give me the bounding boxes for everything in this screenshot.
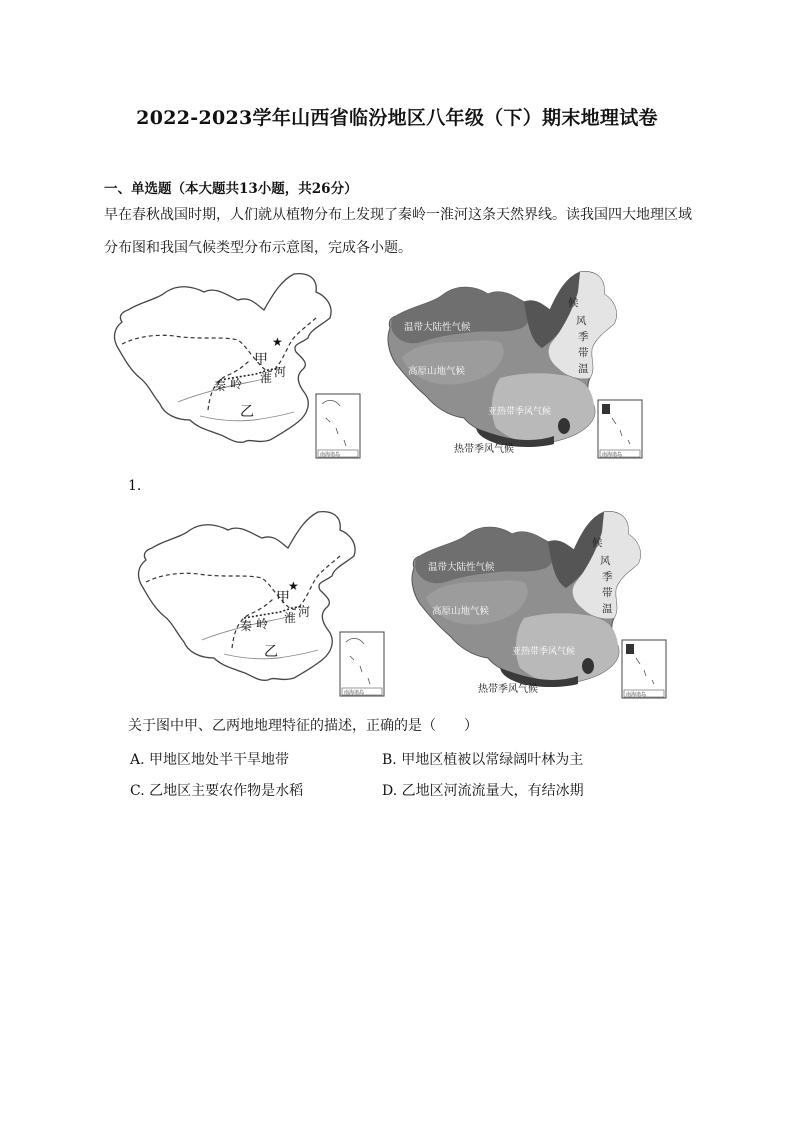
intro-line-2: 分布图和我国气候类型分布示意图，完成各小题。 xyxy=(104,240,412,256)
option-text: 甲地区地处半干旱地带 xyxy=(149,752,290,768)
svg-text:温带大陆性气候: 温带大陆性气候 xyxy=(428,562,495,573)
svg-text:甲: 甲 xyxy=(276,590,290,606)
option-letter: C. xyxy=(130,783,145,799)
svg-text:季: 季 xyxy=(602,571,613,583)
svg-text:河: 河 xyxy=(298,605,311,619)
svg-text:南海诸岛: 南海诸岛 xyxy=(602,452,623,458)
svg-text:温: 温 xyxy=(602,603,613,615)
option-b xyxy=(382,749,583,769)
svg-text:南海诸岛: 南海诸岛 xyxy=(320,452,341,458)
option-text: 乙地区河流流量大，有结冰期 xyxy=(401,783,584,799)
label-yi: 乙 xyxy=(240,404,254,420)
svg-text:温: 温 xyxy=(578,363,589,375)
svg-text:带: 带 xyxy=(602,587,613,599)
svg-text:岭: 岭 xyxy=(230,377,243,391)
option-text: 甲地区植被以常绿阔叶林为主 xyxy=(401,752,584,768)
option-a xyxy=(130,749,289,769)
svg-text:淮: 淮 xyxy=(284,611,297,625)
svg-text:风: 风 xyxy=(600,555,611,567)
svg-text:南海诸岛: 南海诸岛 xyxy=(344,690,365,696)
svg-text:带: 带 xyxy=(578,347,589,359)
svg-text:岭: 岭 xyxy=(256,617,269,631)
option-text: 乙地区主要农作物是水稻 xyxy=(149,783,304,799)
exam-title: 2022-2023学年山西省临汾地区八年级（下）期末地理试卷 xyxy=(136,107,658,129)
option-letter: D. xyxy=(382,783,398,799)
svg-text:乙: 乙 xyxy=(264,644,278,660)
region-map-2 xyxy=(128,508,390,700)
region-map-1 xyxy=(104,270,366,462)
svg-text:秦: 秦 xyxy=(214,379,227,393)
label-tropical: 热带季风气候 xyxy=(454,444,514,455)
svg-text:南海诸岛: 南海诸岛 xyxy=(626,692,647,698)
svg-text:亚热带季风气候: 亚热带季风气候 xyxy=(512,647,576,657)
climate-map-1 xyxy=(382,268,644,462)
option-letter: B. xyxy=(382,752,397,768)
question-number: 1. xyxy=(128,478,142,494)
svg-text:★: ★ xyxy=(288,579,299,593)
option-c xyxy=(130,780,303,800)
svg-text:高原山地气候: 高原山地气候 xyxy=(432,606,490,617)
section-heading: 一、单选题（本大题共13小题，共26分） xyxy=(104,181,358,197)
label-plateau: 高原山地气候 xyxy=(408,366,466,377)
svg-text:热带季风气候: 热带季风气候 xyxy=(478,684,538,695)
label-subtropical: 亚热带季风气候 xyxy=(488,407,552,417)
label-jia: 甲 xyxy=(254,352,268,368)
intro-line-1: 早在春秋战国时期，人们就从植物分布上发现了秦岭一淮河这条天然界线。读我国四大地理区域 xyxy=(104,207,692,223)
svg-text:淮: 淮 xyxy=(260,371,273,385)
climate-map-2 xyxy=(406,508,668,702)
svg-text:河: 河 xyxy=(274,365,287,379)
svg-text:风: 风 xyxy=(576,315,587,327)
svg-text:候: 候 xyxy=(568,297,579,309)
svg-text:秦: 秦 xyxy=(240,619,253,633)
svg-text:★: ★ xyxy=(272,335,283,349)
option-letter: A. xyxy=(130,752,145,768)
svg-text:季: 季 xyxy=(578,331,589,343)
option-d xyxy=(382,780,584,800)
svg-text:候: 候 xyxy=(592,537,603,549)
label-temperate-continental: 温带大陆性气候 xyxy=(404,322,471,333)
question-stem: 关于图中甲、乙两地地理特征的描述，正确的是（ ） xyxy=(128,718,478,734)
